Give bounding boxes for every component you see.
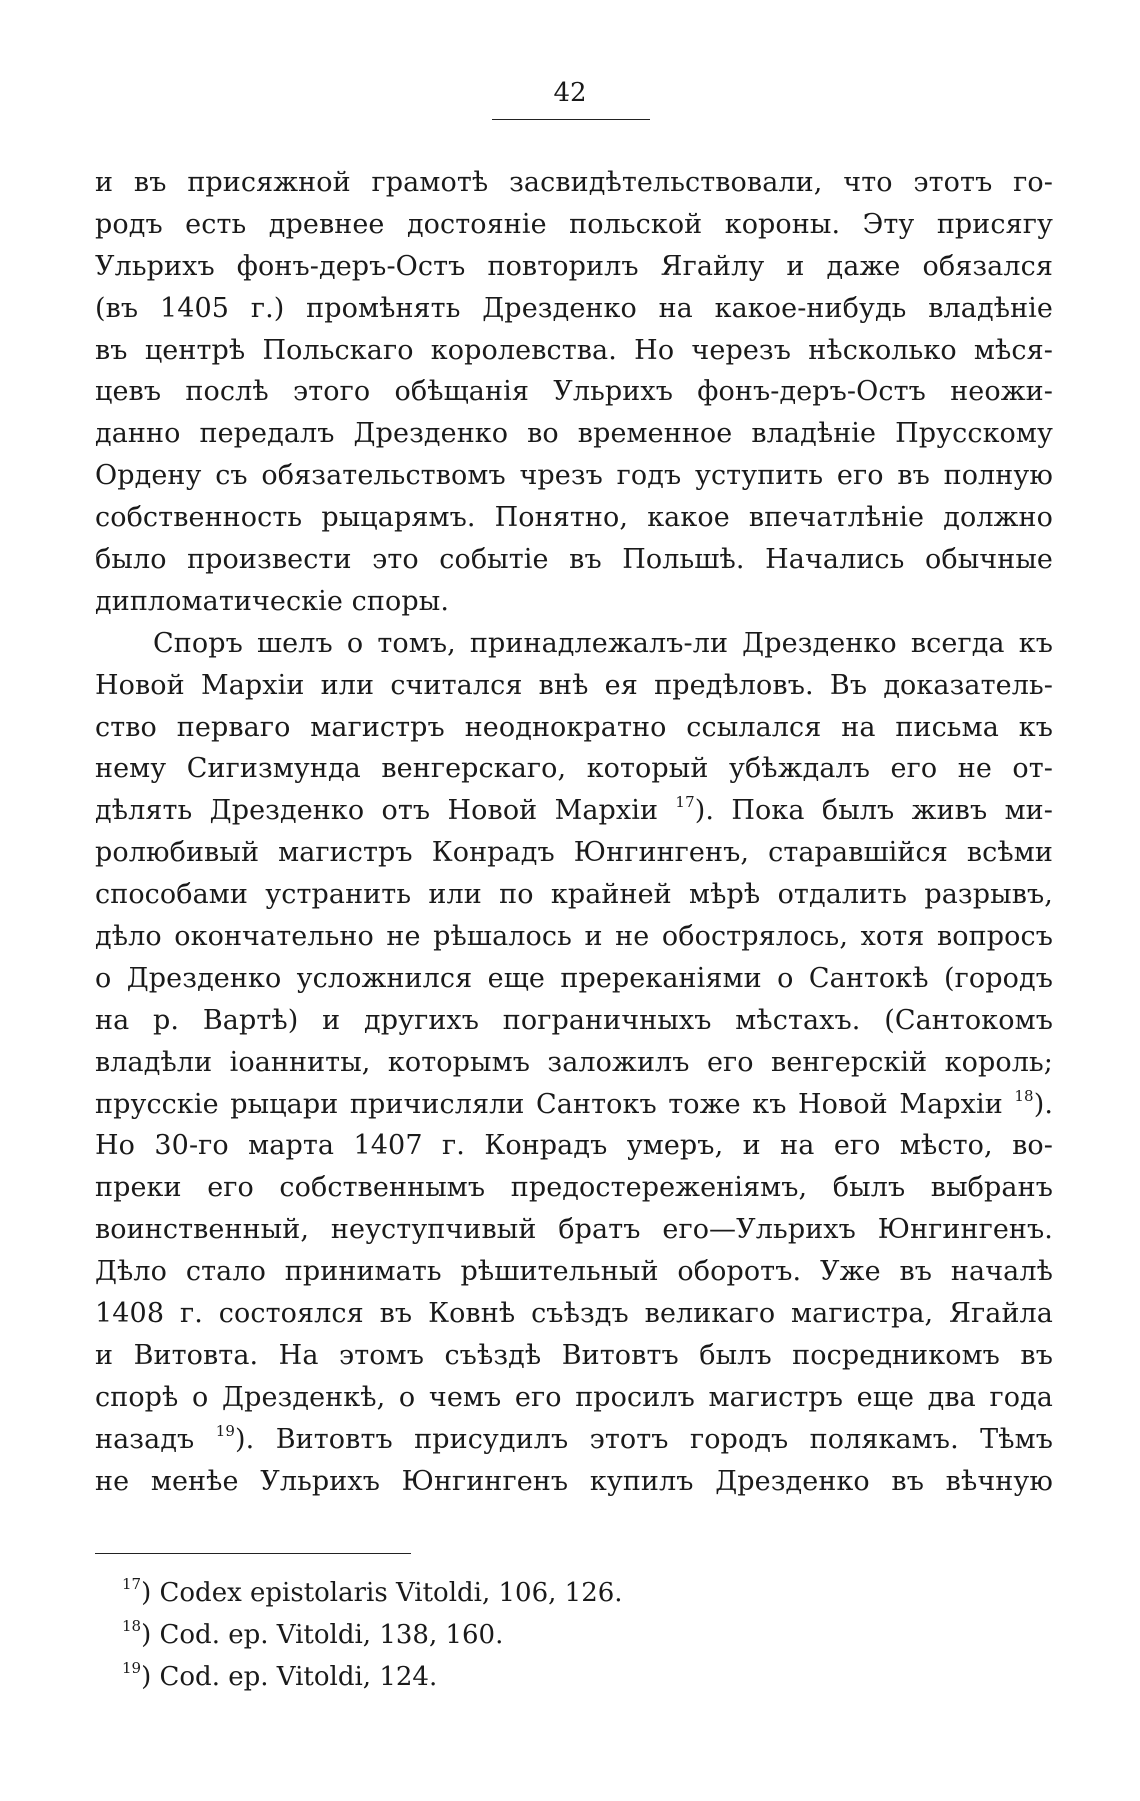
header-rule xyxy=(492,119,650,120)
footnote-mark: 19 xyxy=(122,1659,142,1677)
text-segment: прусскіе рыцари причисляли Сантокъ тоже къ Новой Мархіи xyxy=(95,1088,1003,1120)
text-segment: назадъ xyxy=(95,1423,195,1455)
text-segment: ). Пока былъ живъ ми- xyxy=(694,795,1053,827)
text-line: ролюбивый магистръ Конрадъ Юнгингенъ, старавшійся всѣми xyxy=(95,837,1053,869)
text-line: преки его собственнымъ предостереженіямъ, былъ выбранъ xyxy=(95,1172,1053,1204)
text-line: владѣли іоанниты, которымъ заложилъ его венгерскій король; xyxy=(95,1046,1053,1078)
footnote-text: ) Codex epistolaris Vitoldi, 106, 126. xyxy=(141,1578,623,1608)
text-line: и въ присяжной грамотѣ засвидѣтельствовали, что этотъ го- xyxy=(95,167,1053,198)
text-line-with-footnote-ref xyxy=(95,790,1053,832)
text-line: спорѣ о Дрезденкѣ, о чемъ его просилъ магистръ еще два года xyxy=(95,1381,1053,1413)
footnote-mark: 18 xyxy=(122,1617,142,1635)
text-segment: ). xyxy=(1033,1088,1054,1120)
footnote-mark: 17 xyxy=(122,1575,142,1593)
text-line: было произвести это событіе въ Польшѣ. Начались обычные xyxy=(95,544,1053,576)
text-line: не менѣе Ульрихъ Юнгингенъ купилъ Дрезденко въ вѣчную xyxy=(95,1465,1053,1497)
footnote xyxy=(122,1572,922,1614)
text-segment: ). Витовтъ присудилъ этотъ городъ полякамъ. Тѣмъ xyxy=(235,1423,1053,1455)
text-line: родъ есть древнее достояніе польской короны. Эту присягу xyxy=(95,208,1053,240)
footnote-text: ) Cod. ep. Vitoldi, 124. xyxy=(141,1662,438,1692)
text-line: о Дрезденко усложнился еще пререканіями о Сантокѣ (городъ xyxy=(95,962,1053,994)
text-line: ство перваго магистръ неоднократно ссылался на письма къ xyxy=(95,711,1053,743)
text-line: нему Сигизмунда венгерскаго, который убѣждалъ его не от- xyxy=(95,753,1053,785)
footnote-ref[interactable]: 18 xyxy=(1014,1086,1034,1105)
text-line: въ центрѣ Польскаго королевства. Но черезъ нѣсколько мѣся- xyxy=(95,334,1053,366)
footnote xyxy=(122,1614,922,1656)
text-line: цевъ послѣ этого обѣщанія Ульрихъ фонъ-деръ-Остъ неожи- xyxy=(95,376,1053,408)
text-line-with-footnote-ref xyxy=(95,1419,1053,1461)
text-line: 1408 г. состоялся въ Ковнѣ съѣздъ великаго магистра, Ягайла xyxy=(95,1298,1053,1330)
text-line: на р. Вартѣ) и другихъ пограничныхъ мѣстахъ. (Сантокомъ xyxy=(95,1004,1053,1036)
text-segment: дѣлять Дрезденко отъ Новой Мархіи xyxy=(95,795,659,827)
text-line: Но 30-го марта 1407 г. Конрадъ умеръ, и на его мѣсто, во- xyxy=(95,1130,1053,1162)
text-line: собственность рыцарямъ. Понятно, какое впечатлѣніе должно xyxy=(95,502,1053,534)
footnote-ref[interactable]: 17 xyxy=(675,793,695,812)
text-line: Ордену съ обязательствомъ чрезъ годъ уступить его въ полную xyxy=(95,460,1053,492)
footnote xyxy=(122,1656,922,1698)
text-line: дѣло окончательно не рѣшалось и не обострялось, хотя вопросъ xyxy=(95,921,1053,953)
footnote-ref[interactable]: 19 xyxy=(215,1421,236,1440)
text-line: (въ 1405 г.) промѣнять Дрезденко на какое-нибудь владѣніе xyxy=(95,292,1053,324)
paragraph-start-line: Споръ шелъ о томъ, принадлежалъ-ли Дрезденко всегда къ xyxy=(153,627,1053,659)
footnote-text: ) Cod. ep. Vitoldi, 138, 160. xyxy=(141,1620,504,1650)
text-line: способами устранить или по крайней мѣрѣ отдалить разрывъ, xyxy=(95,879,1053,911)
footnote-rule xyxy=(95,1553,411,1554)
page-number: 42 xyxy=(553,78,587,108)
text-line: и Витовта. На этомъ съѣздѣ Витовтъ былъ посредникомъ въ xyxy=(95,1339,1053,1371)
text-line-with-footnote-ref xyxy=(95,1084,1053,1126)
text-line: Ульрихъ фонъ-деръ-Остъ повторилъ Ягайлу и даже обязался xyxy=(95,250,1053,282)
footnotes xyxy=(122,1572,922,1698)
paragraph-end-line: дипломатическіе споры. xyxy=(95,585,450,617)
text-line: Дѣло стало принимать рѣшительный оборотъ. Уже въ началѣ xyxy=(95,1256,1053,1288)
text-line: Новой Мархіи или считался внѣ ея предѣловъ. Въ доказатель- xyxy=(95,669,1053,701)
text-line: данно передалъ Дрезденко во временное владѣніе Прусскому xyxy=(95,418,1053,450)
text-line: воинственный, неуступчивый братъ его—Ульрихъ Юнгингенъ. xyxy=(95,1214,1053,1246)
body-text xyxy=(95,162,1053,1503)
